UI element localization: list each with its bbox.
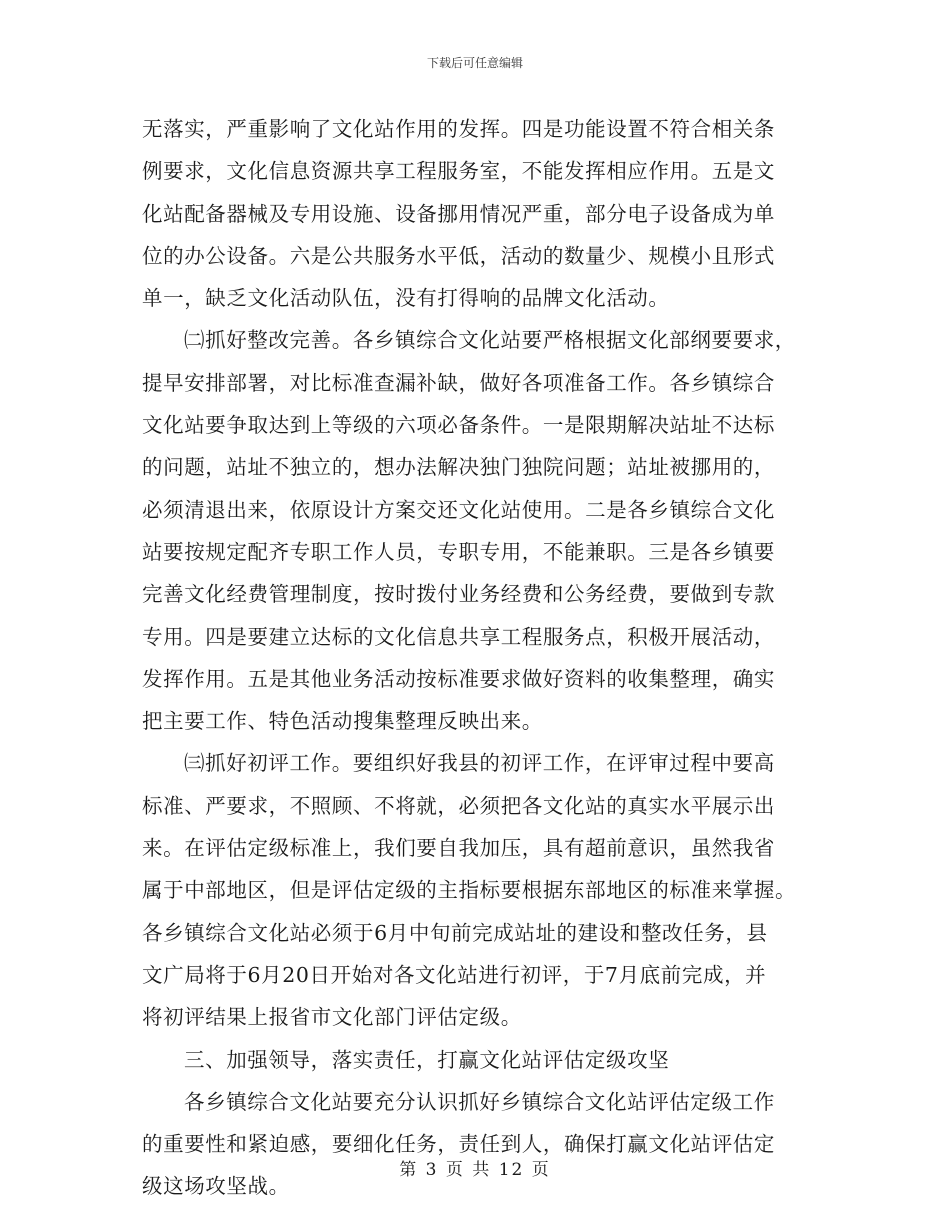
paragraph-line: 标准、严要求，不照顾、不将就，必须把各文化站的真实水平展示出 [142, 793, 775, 818]
section-3-heading-line: ㈢抓好初评工作。要组织好我县的初评工作，在评审过程中要高 [184, 751, 775, 776]
paragraph-line: 各乡镇综合文化站要充分认识抓好乡镇综合文化站评估定级工作 [184, 1089, 775, 1114]
paragraph-line: 站要按规定配齐专职工作人员，专职专用，不能兼职。三是各乡镇要 [142, 539, 775, 564]
paragraph-line: 来。在评估定级标准上，我们要自我加压，具有超前意识，虽然我省 [142, 836, 775, 861]
paragraph-line: 完善文化经费管理制度，按时拨付业务经费和公务经费，要做到专款 [142, 582, 775, 607]
paragraph-line: 级这场攻坚战。 [142, 1174, 290, 1199]
paragraph-line: 化站配备器械及专用设施、设备挪用情况严重，部分电子设备成为单 [142, 201, 775, 226]
paragraph-line: 将初评结果上报省市文化部门评估定级。 [142, 1005, 522, 1030]
chapter-three-heading: 三、加强领导，落实责任，打赢文化站评估定级攻坚 [184, 1047, 670, 1072]
section-2-heading-line: ㈡抓好整改完善。各乡镇综合文化站要严格根据文化部纲要要求， [184, 328, 796, 353]
paragraph-line: 发挥作用。五是其他业务活动按标准要求做好资料的收集整理，确实 [142, 666, 775, 691]
paragraph-line: 的问题，站址不独立的，想办法解决独门独院问题；站址被挪用的， [142, 455, 775, 480]
paragraph-line: 文广局将于6月20日开始对各文化站进行初评，于7月底前完成，并 [142, 962, 767, 987]
paragraph-line: 无落实，严重影响了文化站作用的发挥。四是功能设置不符合相关条 [142, 117, 775, 141]
paragraph-line: 把主要工作、特色活动搜集整理反映出来。 [142, 709, 543, 734]
paragraph-line: 例要求，文化信息资源共享工程服务室，不能发挥相应作用。五是文 [142, 159, 775, 184]
paragraph-line: 文化站要争取达到上等级的六项必备条件。一是限期解决站址不达标 [142, 413, 775, 438]
page-number: 第 3 页 共 12 页 [399, 1160, 551, 1180]
paragraph-line: 单一，缺乏文化活动队伍，没有打得响的品牌文化活动。 [142, 286, 670, 311]
header-note: 下载后可任意编辑 [426, 56, 523, 70]
paragraph-line: 属于中部地区，但是评估定级的主指标要根据东部地区的标准来掌握。 [142, 878, 797, 903]
paragraph-line: 提早安排部署，对比标准查漏补缺，做好各项准备工作。各乡镇综合 [142, 370, 775, 395]
paragraph-line: 的重要性和紧迫感，要细化任务，责任到人，确保打赢文化站评估定 [142, 1132, 775, 1157]
paragraph-line: 专用。四是要建立达标的文化信息共享工程服务点，积极开展活动， [142, 624, 775, 649]
paragraph-line: 各乡镇综合文化站必须于6月中旬前完成站址的建设和整改任务，县 [142, 920, 768, 945]
document-body [142, 108, 808, 1208]
paragraph-line: 位的办公设备。六是公共服务水平低，活动的数量少、规模小且形式 [142, 243, 775, 268]
paragraph-line: 必须清退出来，依原设计方案交还文化站使用。二是各乡镇综合文化 [142, 497, 775, 522]
